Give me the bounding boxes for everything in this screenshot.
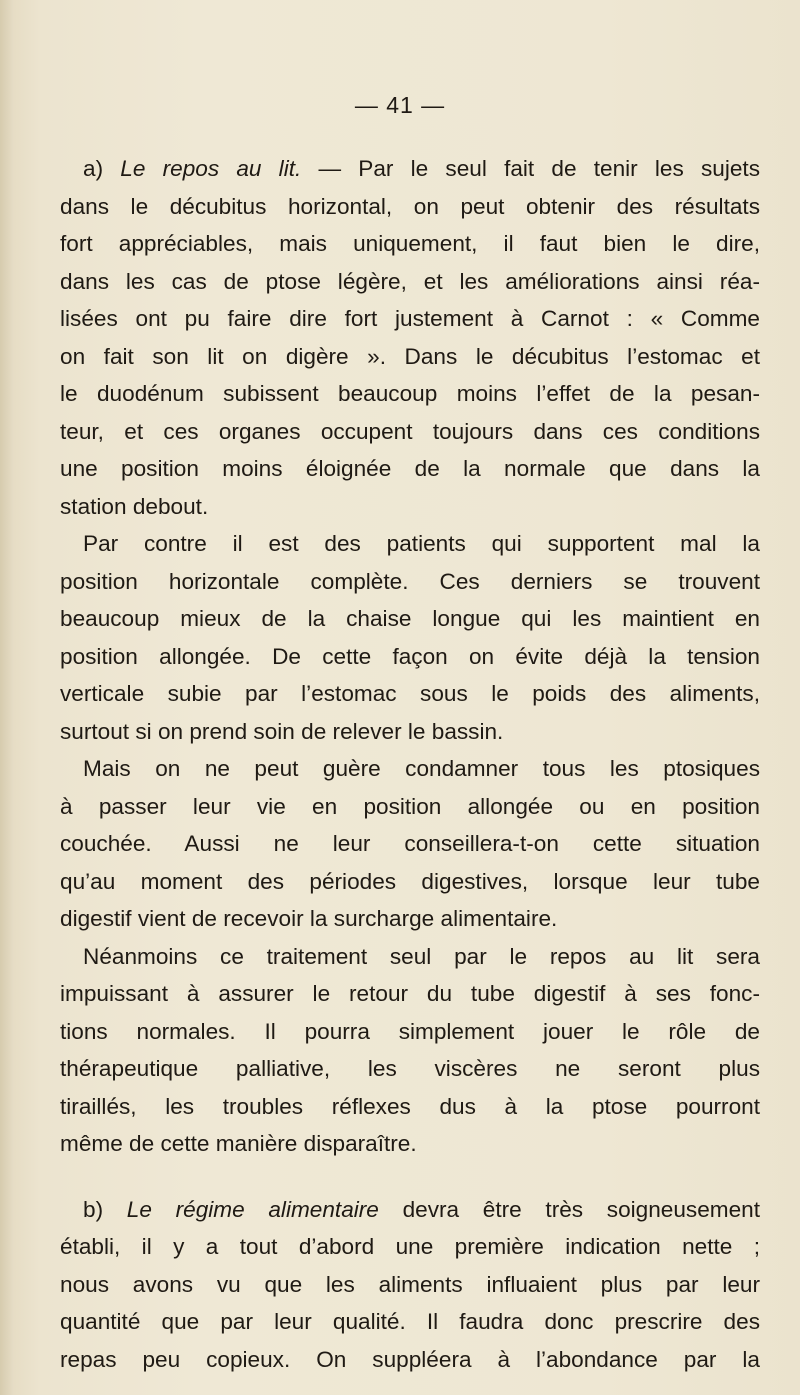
paragraph-line: qu’au moment des périodes digestives, lorsque leur tube <box>60 868 760 894</box>
page-number: — 41 — <box>354 92 446 118</box>
section-a-label: a) <box>83 156 104 181</box>
paragraph-line: teur, et ces organes occupent toujours dans ces conditions <box>60 418 760 444</box>
paragraph-line: Néanmoins ce traitement seul par le repos au lit sera <box>83 943 760 969</box>
section-a-line-0: a) Le repos au lit. — Par le seul fait de tenir les sujets <box>83 156 760 181</box>
paragraph-line: fort appréciables, mais uniquement, il faut bien le dire, <box>60 231 760 256</box>
paragraph-line: dans les cas de ptose légère, et les améliorations ainsi réa- <box>60 268 760 294</box>
paragraph-line: même de cette manière disparaître. <box>60 1131 417 1156</box>
document-body <box>60 150 760 1378</box>
paragraph-line: station debout. <box>60 493 209 519</box>
paragraph-line: verticale subie par l’estomac sous le poids des aliments, <box>60 681 760 706</box>
paragraph-line: position allongée. De cette façon on évite déjà la tension <box>60 643 760 669</box>
paragraph-line: Par contre il est des patients qui supportent mal la <box>83 531 760 556</box>
section-b-label: b) <box>83 1196 104 1222</box>
paragraph-line: dans le décubitus horizontal, on peut obtenir des résultats <box>60 193 760 219</box>
paragraph-line: couchée. Aussi ne leur conseillera-t-on cette situation <box>60 831 760 856</box>
section-gap <box>60 1163 760 1191</box>
paragraph-line: digestif vient de recevoir la surcharge alimentaire. <box>60 906 558 931</box>
paragraph-line: surtout si on prend soin de relever le bassin. <box>60 718 504 744</box>
paragraph-line: repas peu copieux. On suppléera à l’abondance par la <box>60 1346 760 1372</box>
paragraph-line: tions normales. Il pourra simplement jouer le rôle de <box>60 1018 760 1044</box>
section-b-title: Le régime alimentaire <box>126 1196 379 1222</box>
paragraph-line: Mais on ne peut guère condamner tous les ptosiques <box>83 756 760 781</box>
paragraph-line: à passer leur vie en position allongée ou en position <box>60 793 760 819</box>
paragraph-line: position horizontale complète. Ces derniers se trouvent <box>60 568 760 594</box>
book-spine-edge <box>0 0 14 1395</box>
paragraph-line: thérapeutique palliative, les viscères ne seront plus <box>60 1056 760 1081</box>
section-b-line-0: b) Le régime alimentaire devra être très soigneusement <box>83 1196 761 1222</box>
paragraph-line: nous avons vu que les aliments influaient plus par leur <box>60 1271 760 1297</box>
paragraph-line: impuissant à assurer le retour du tube digestif à ses fonc- <box>60 981 760 1006</box>
paragraph-line: établi, il y a tout d’abord une première indication nette ; <box>60 1234 760 1259</box>
paragraph-line: quantité que par leur qualité. Il faudra donc prescrire des <box>60 1309 760 1334</box>
paragraph-line: le duodénum subissent beaucoup moins l’effet de la pesan- <box>60 381 760 406</box>
paragraph-line: lisées ont pu faire dire fort justement à Carnot : « Comme <box>60 306 760 331</box>
paragraph-line: beaucoup mieux de la chaise longue qui les maintient en <box>60 606 760 631</box>
paragraph-line: une position moins éloignée de la normale que dans la <box>60 456 760 481</box>
section-a-title: Le repos au lit. <box>120 156 302 181</box>
paragraph-line: tiraillés, les troubles réflexes dus à la ptose pourront <box>60 1093 760 1119</box>
paragraph-line: on fait son lit on digère ». Dans le décubitus l’estomac et <box>60 343 760 369</box>
